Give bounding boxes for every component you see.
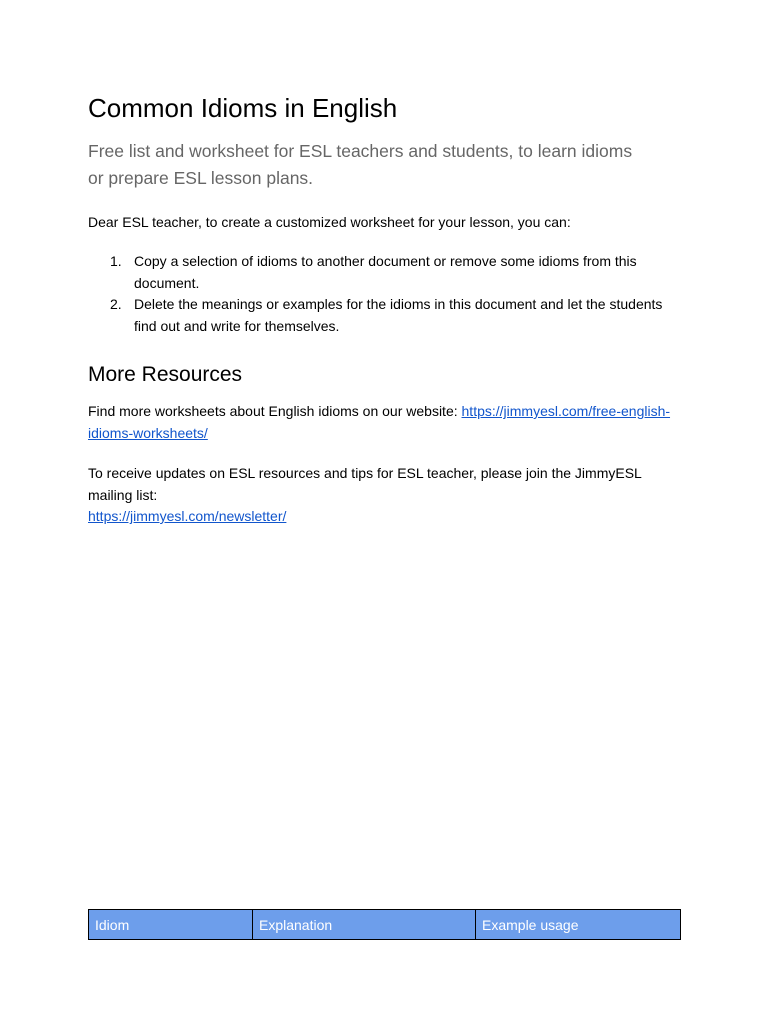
header-example-usage: Example usage — [476, 910, 681, 940]
document-page — [88, 0, 680, 1024]
header-explanation: Explanation — [253, 910, 476, 940]
worksheets-text: Find more worksheets about English idioms on our website: — [88, 403, 462, 419]
instruction-list — [88, 251, 680, 337]
list-item-text: Delete the meanings or examples for the idioms in this document and let the students find out and write for themselves. — [134, 296, 663, 334]
intro-text: Dear ESL teacher, to create a customized worksheet for your lesson, you can: — [88, 214, 571, 230]
header-idiom: Idiom — [89, 910, 253, 940]
page-title: Common Idioms in English — [88, 93, 398, 123]
worksheets-link[interactable]: https://jimmyesl.com/free-english-idioms-worksheets/ — [88, 403, 671, 441]
newsletter-paragraph — [88, 463, 680, 528]
list-number: 1. — [110, 253, 122, 269]
list-number: 2. — [110, 296, 122, 312]
idioms-table-container — [88, 909, 680, 940]
newsletter-link[interactable]: https://jimmyesl.com/newsletter/ — [88, 508, 287, 524]
page-subtitle: Free list and worksheet for ESL teachers and students, to learn idioms or prepare ESL lesson plans. — [88, 141, 633, 188]
newsletter-text: To receive updates on ESL resources and tips for ESL teacher, please join the JimmyESL mailing list: — [88, 465, 642, 503]
idioms-table — [88, 909, 681, 940]
resources-heading: More Resources — [88, 363, 243, 386]
list-item — [88, 251, 680, 294]
list-item-text: Copy a selection of idioms to another document or remove some idioms from this document. — [134, 253, 637, 291]
worksheets-paragraph — [88, 401, 680, 444]
list-item — [88, 294, 680, 337]
table-header-row — [89, 910, 681, 940]
